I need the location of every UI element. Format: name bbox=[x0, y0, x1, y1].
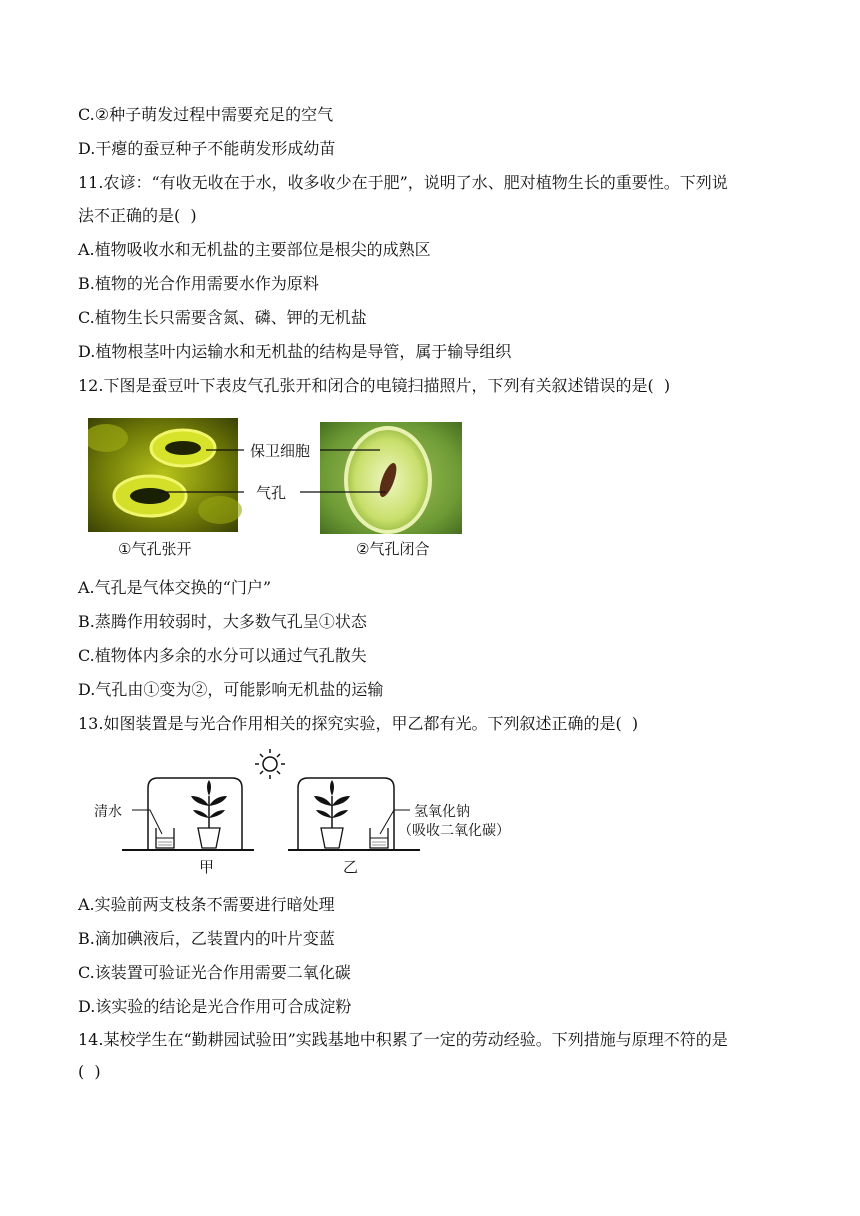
label-water: 清水 bbox=[94, 804, 122, 820]
option-11c: C.植物生长只需要含氮、磷、钾的无机盐 bbox=[78, 308, 367, 327]
option-11b: B.植物的光合作用需要水作为原料 bbox=[78, 274, 319, 293]
label-stoma: 气孔 bbox=[256, 484, 287, 502]
option-12b: B.蒸腾作用较弱时，大多数气孔呈①状态 bbox=[78, 612, 367, 631]
option-13a: A.实验前两支枝条不需要进行暗处理 bbox=[78, 895, 335, 914]
option-10d: D.干瘪的蚕豆种子不能萌发形成幼苗 bbox=[78, 139, 336, 158]
caption-open: ①气孔张开 bbox=[118, 540, 192, 558]
option-10c: C.②种子萌发过程中需要充足的空气 bbox=[78, 105, 334, 124]
question-14-stem-cont: ( ) bbox=[78, 1062, 101, 1081]
label-yi: 乙 bbox=[343, 858, 359, 876]
question-14-stem: 14.某校学生在“勤耕园试验田”实践基地中积累了一定的劳动经验。下列措施与原理不符的是 bbox=[78, 1030, 728, 1049]
option-13d: D.该实验的结论是光合作用可合成淀粉 bbox=[78, 997, 352, 1016]
label-naoh-note: （吸收二氧化碳） bbox=[398, 823, 510, 839]
stomata-figure bbox=[88, 418, 468, 542]
question-13-stem: 13.如图装置是与光合作用相关的探究实验，甲乙都有光。下列叙述正确的是( ) bbox=[78, 714, 639, 733]
option-12a: A.气孔是气体交换的“门户” bbox=[78, 578, 272, 597]
option-11d: D.植物根茎叶内运输水和无机盐的结构是导管，属于输导组织 bbox=[78, 342, 512, 361]
option-13c: C.该装置可验证光合作用需要二氧化碳 bbox=[78, 963, 351, 982]
label-naoh: 氢氧化钠 bbox=[414, 804, 470, 820]
option-11a: A.植物吸收水和无机盐的主要部位是根尖的成熟区 bbox=[78, 240, 431, 259]
caption-closed: ②气孔闭合 bbox=[356, 540, 430, 558]
question-11-stem: 11.农谚：“有收无收在于水，收多收少在于肥”，说明了水、肥对植物生长的重要性。下列说 bbox=[78, 173, 728, 192]
question-12-stem: 12.下图是蚕豆叶下表皮气孔张开和闭合的电镜扫描照片，下列有关叙述错误的是( ) bbox=[78, 376, 671, 395]
sun-icon bbox=[255, 749, 285, 779]
question-11-stem-cont: 法不正确的是( ) bbox=[78, 206, 197, 225]
option-12d: D.气孔由①变为②，可能影响无机盐的运输 bbox=[78, 680, 384, 699]
label-guard-cell: 保卫细胞 bbox=[250, 442, 311, 460]
option-13b: B.滴加碘液后，乙装置内的叶片变蓝 bbox=[78, 929, 335, 948]
option-12c: C.植物体内多余的水分可以通过气孔散失 bbox=[78, 646, 367, 665]
label-jia: 甲 bbox=[199, 858, 215, 876]
